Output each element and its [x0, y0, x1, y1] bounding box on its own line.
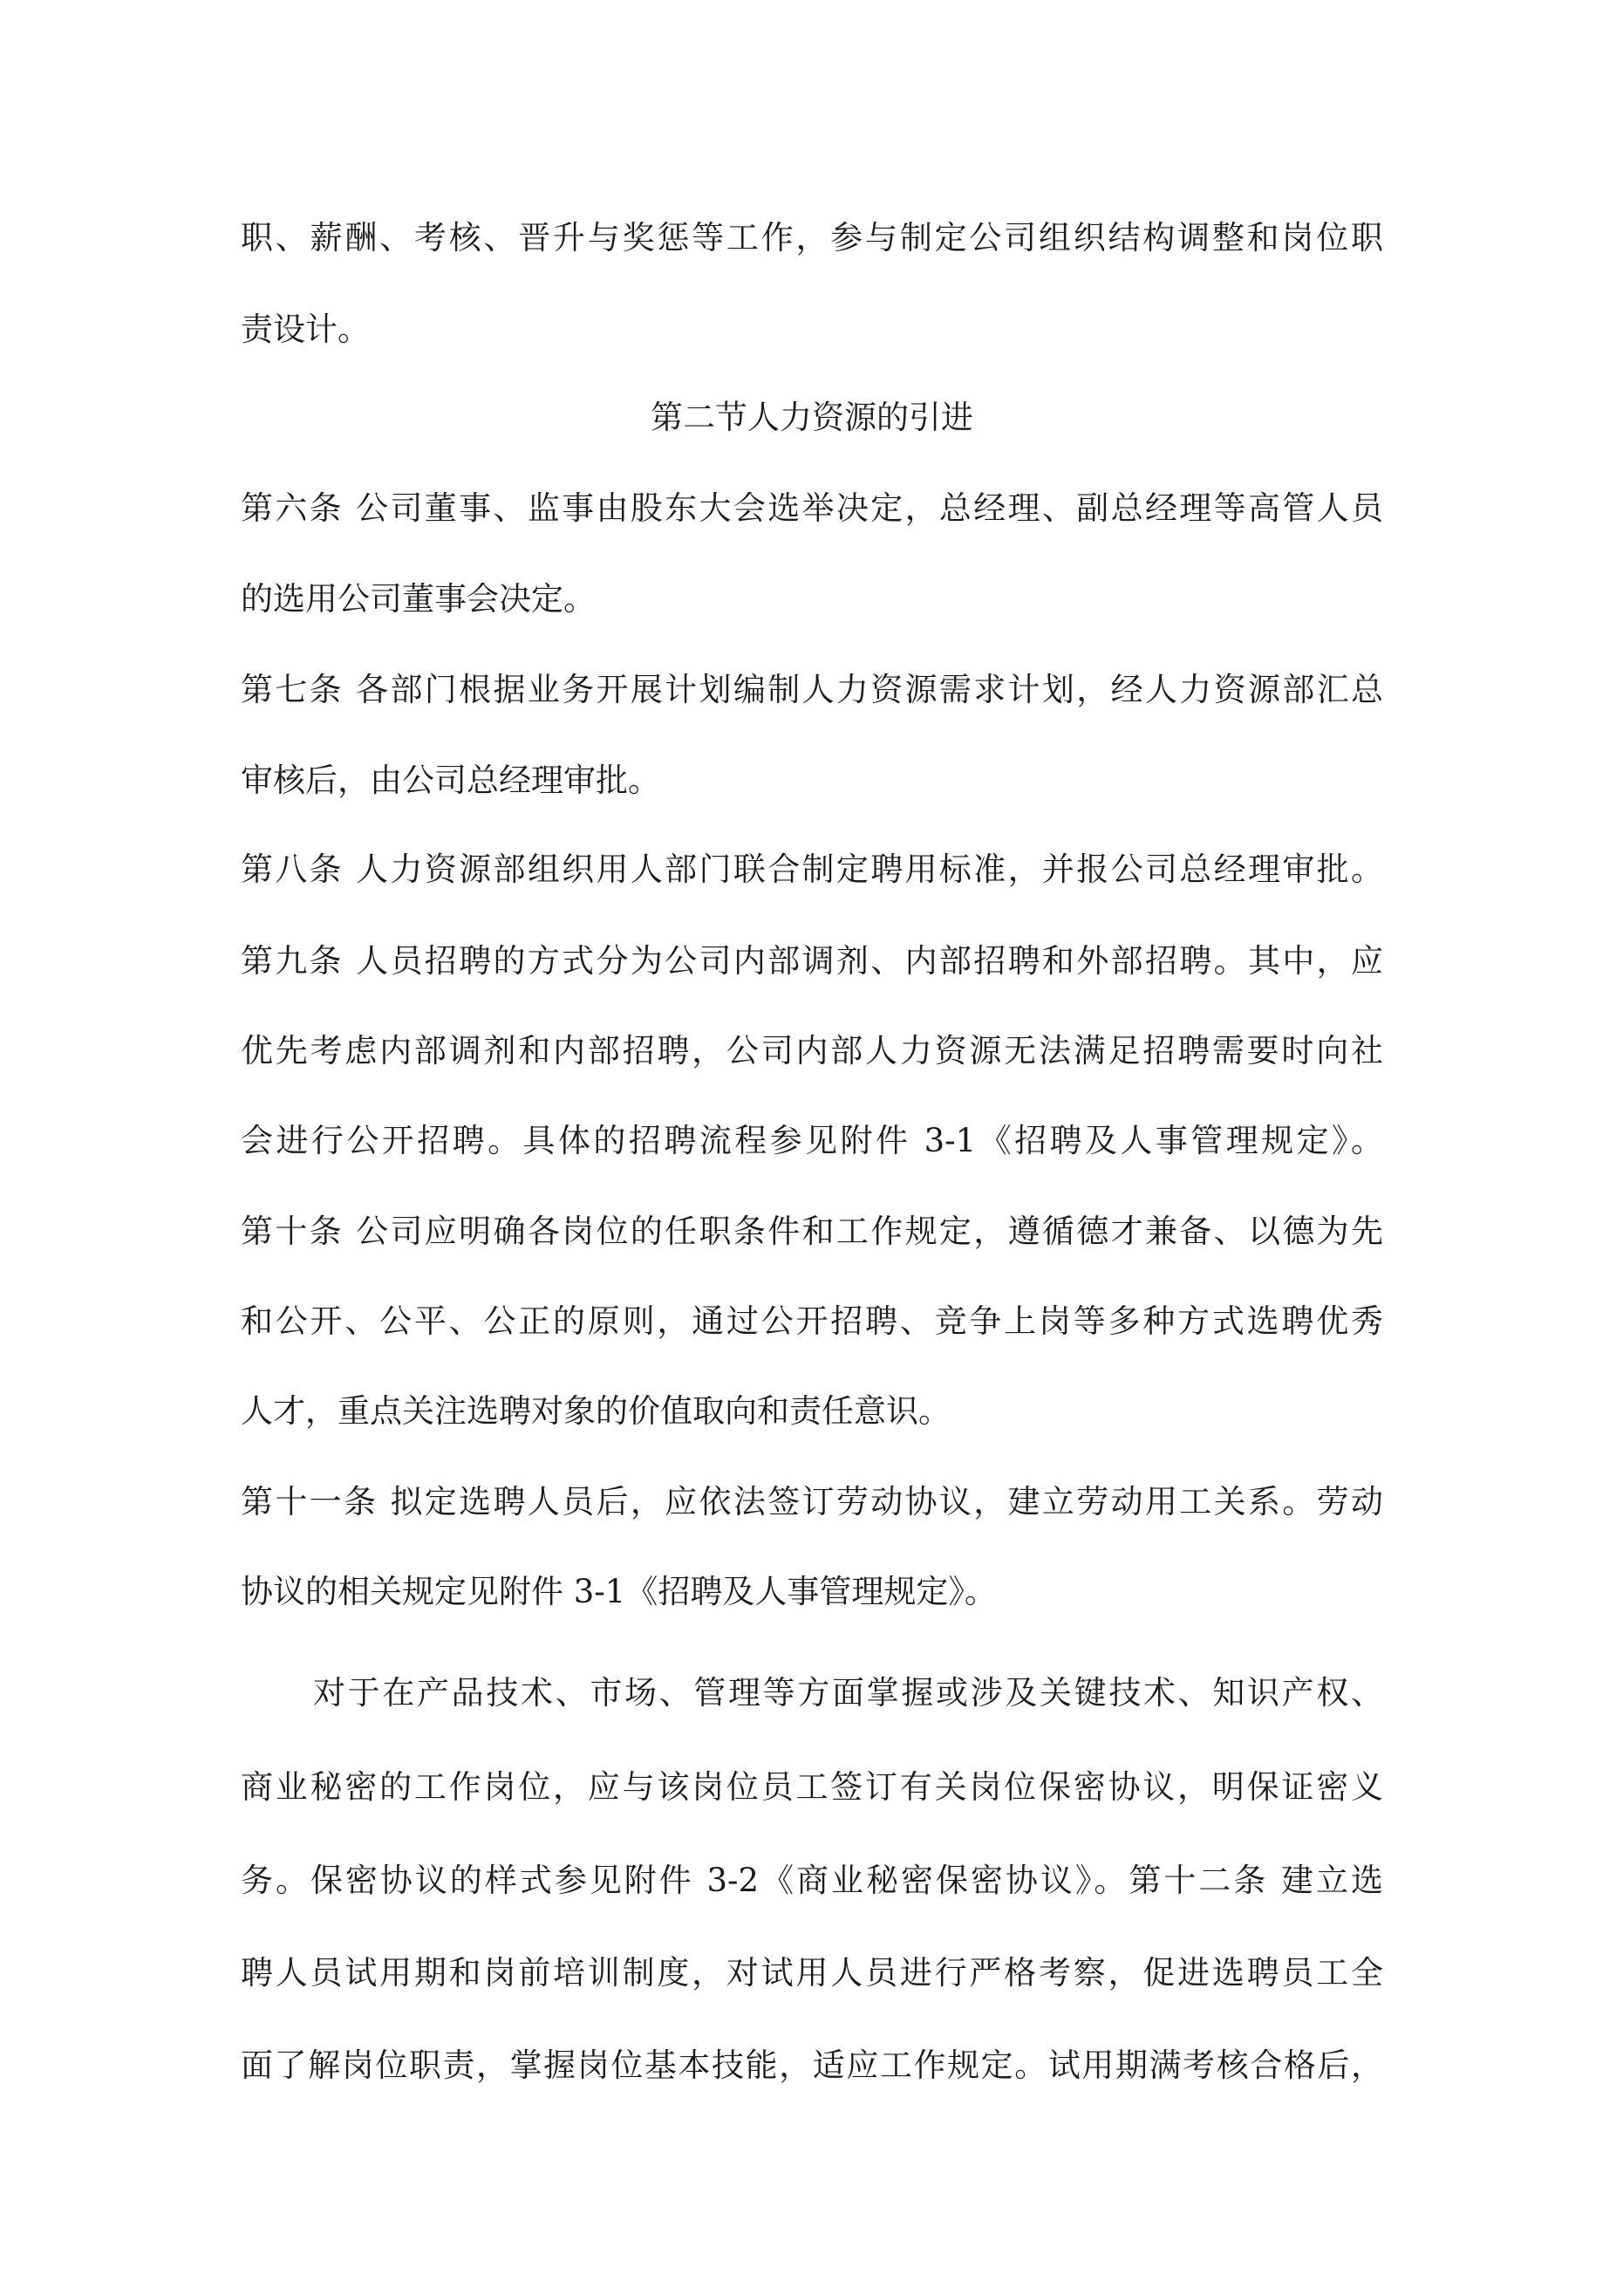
article-6-line-2: 的选用公司董事会决定。	[241, 580, 596, 618]
section-heading: 第二节人力资源的引进	[651, 399, 973, 436]
article-10-line-1: 第十条 公司应明确各岗位的任职条件和工作规定，遵循德才兼备、以德为先	[241, 1213, 1383, 1250]
article-9-line-2: 优先考虑内部调剂和内部招聘，公司内部人力资源无法满足招聘需要时向社	[241, 1032, 1383, 1069]
paragraph-line-3: 务。保密协议的样式参见附件 3-2《商业秘密保密协议》。第十二条 建立选	[241, 1862, 1383, 1899]
paragraph-line-1: 对于在产品技术、市场、管理等方面掌握或涉及关键技术、知识产权、	[313, 1674, 1383, 1712]
article-9-line-3: 会进行公开招聘。具体的招聘流程参见附件 3-1《招聘及人事管理规定》。	[241, 1122, 1383, 1159]
text-line-2: 责设计。	[241, 311, 370, 348]
text-line-1: 职、薪酬、考核、晋升与奖惩等工作，参与制定公司组织结构调整和岗位职	[241, 219, 1383, 256]
paragraph-line-5: 面了解岗位职责，掌握岗位基本技能，适应工作规定。试用期满考核合格后，	[241, 2047, 1383, 2084]
article-7-line-1: 第七条 各部门根据业务开展计划编制人力资源需求计划，经人力资源部汇总	[241, 671, 1383, 708]
paragraph-line-4: 聘人员试用期和岗前培训制度，对试用人员进行严格考察，促进选聘员工全	[241, 1954, 1383, 1992]
article-10-line-3: 人才，重点关注选聘对象的价值取向和责任意识。	[241, 1392, 951, 1430]
article-10-line-2: 和公开、公平、公正的原则，通过公开招聘、竞争上岗等多种方式选聘优秀	[241, 1302, 1383, 1340]
article-8-line-1: 第八条 人力资源部组织用人部门联合制定聘用标准，并报公司总经理审批。	[241, 851, 1383, 888]
article-11-line-2: 协议的相关规定见附件 3-1《招聘及人事管理规定》。	[241, 1573, 997, 1610]
article-6-line-1: 第六条 公司董事、监事由股东大会选举决定，总经理、副总经理等高管人员	[241, 489, 1383, 527]
article-11-line-1: 第十一条 拟定选聘人员后，应依法签订劳动协议，建立劳动用工关系。劳动	[241, 1483, 1383, 1520]
paragraph-line-2: 商业秘密的工作岗位，应与该岗位员工签订有关岗位保密协议，明保证密义	[241, 1768, 1383, 1806]
article-9-line-1: 第九条 人员招聘的方式分为公司内部调剂、内部招聘和外部招聘。其中，应	[241, 942, 1383, 980]
article-7-line-2: 审核后，由公司总经理审批。	[241, 762, 660, 799]
